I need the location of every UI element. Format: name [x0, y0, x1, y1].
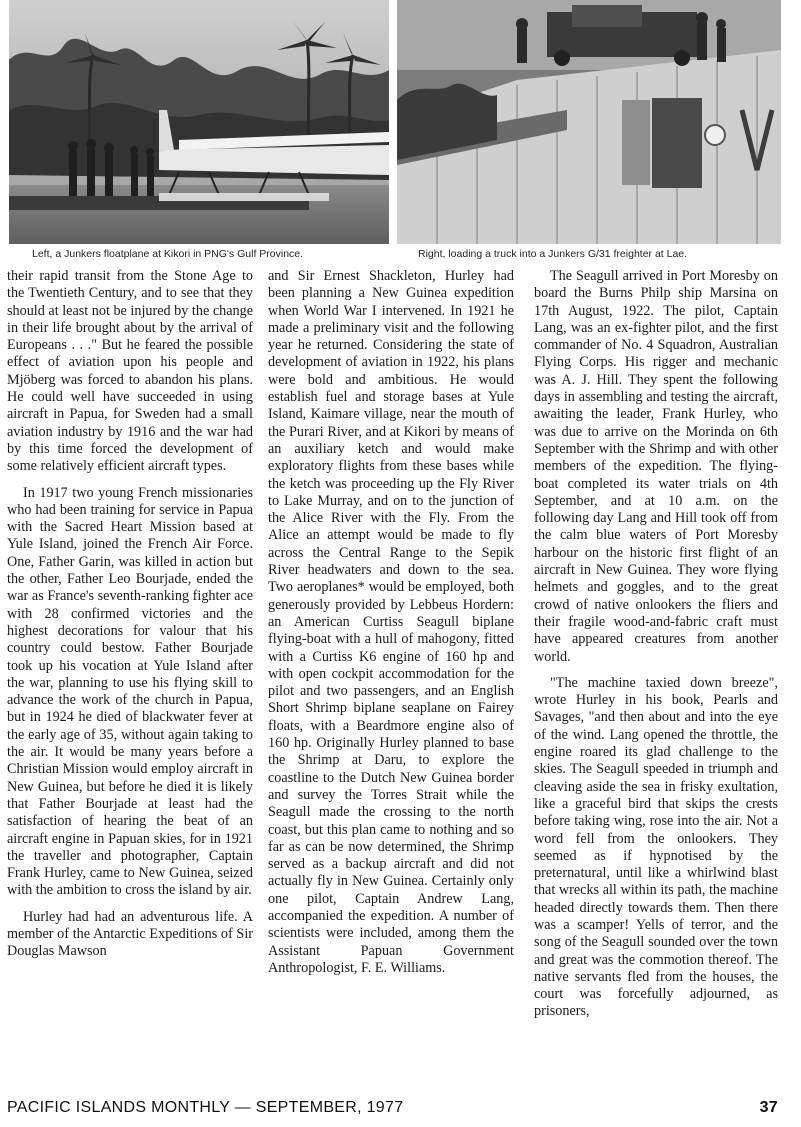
left-photo-caption: Left, a Junkers floatplane at Kikori in PNG's Gulf Province. [32, 248, 304, 260]
page-number: 37 [759, 1099, 778, 1116]
floatplane-photo [9, 0, 389, 244]
right-photo-caption: Right, loading a truck into a Junkers G/31 freighter at Lae. [418, 248, 688, 260]
freighter-photo [397, 0, 781, 244]
paragraph: and Sir Ernest Shackleton, Hurley had been planning a New Guinea expedition when World War I intervened. In 1921 he made a preliminary visit and the following year he returned. Considering the state of development of aviation in 1922, his plans were bold and ambitious. He would establish fuel and storage bases at Yule Island, Kaimare village, near the mouth of the Purari River, and at Kikori by means of an auxiliary ketch and would make exploratory flights from these bases while the ketch was proceeding up the Fly River to Lake Murray, and on to the junction of the Alice River with the Fly. From the Alice an attempt would be made to fly across the Central Range to the Sepik River headwaters and down to the sea. Two aeroplanes* would be employed, both generously provided by Lebbeus Hordern: an American Curtiss Seagull biplane flying-boat with a hull of mahogony, fitted with a Curtiss K6 engine of 160 hp and with open cockpit accommodation for the pilot and two passengers, and an English Short Shrimp biplane seaplane on Fairey floats, with a Beardmore engine also of 160 hp. Originally Hurley planned to base the Shrimp at Daru, to explore the coastline to the Dutch New Guinea border and survey the Torres Strait while the Seagull made the crossing to the north coast, but this plan came to nothing and so far as can be now determined, the Shrimp served as a backup aircraft and did not actually fly in New Guinea. Certainly only one pilot, Captain Andrew Lang, accompanied the expedition. A number of scientists were included, among them the Assistant Papuan Government Anthropologist, F. E. Williams. [268, 268, 514, 976]
paragraph: Hurley had had an adventurous life. A member of the Antarctic Expeditions of Sir Douglas Mawson [7, 908, 253, 960]
article-column-3 [534, 268, 778, 1021]
paragraph: their rapid transit from the Stone Age to the Twentieth Century, and to see that they should at least not be injured by the change in their life brought about by the arrival of Europeans . . ." But he feared the possible effect of aviation upon his people and Mjöberg was forced to abandon his plans. He could well have succeeded in using aircraft in Papua, for Sweden had a small aviation industry by 1916 and the war had by this time forced the development of some relatively efficient aircraft types. [7, 268, 253, 475]
article-column-1 [7, 268, 253, 961]
article-column-2 [268, 268, 514, 977]
paragraph: The Seagull arrived in Port Moresby on board the Burns Philp ship Marsina on 17th August, 1922. The pilot, Captain Lang, was an ex-fighter pilot, and the first commander of No. 4 Squadron, Australian Flying Corps. His rigger and mechanic was A. J. Hill. They spent the following days in assembling and testing the aircraft, awaiting the leader, Frank Hurley, who was due to arrive on the Morinda on 6th September with the Shrimp and with other members of the expedition. The flying-boat completed its water trials on 4th September, and at 10 a.m. on the following day Lang and Hill took off from the calm blue waters of Port Moresby harbour on the historic first flight of an aircraft in New Guinea. They wore flying helmets and goggles, and to the great crowd of native onlookers the fliers and their fragile wood-and-fabric craft must have appeared creatures from another world. [534, 268, 778, 665]
page-footer [7, 1099, 778, 1117]
paragraph: "The machine taxied down breeze", wrote Hurley in his book, Pearls and Savages, "and then about and into the eye of the wind. Lang opened the throttle, the engine roared its glad challenge to the skies. The Seagull speeded in triumph and cleaving aside the sea in frisky exultation, like a graceful bird that skips the crests before taking wing, rose into the air. Not a word fell from the onlookers. They seemed as if hypnotised by the preternatural, until like a whirlwind blast that wrecks all within its path, the machine headed directly towards them. Then there was a scamper! Yells of terror, and the song of the Seagull sounded over the town and great was the commotion thereof. The native servants fled from the houses, the court was forcefully adjourned, as prisoners, [534, 674, 778, 1020]
paragraph: In 1917 two young French missionaries who had been training for service in Papua with the Sacred Heart Mission based at Yule Island, joined the French Air Force. One, Father Garin, was killed in action but the other, Father Leo Bourjade, ended the war as France's seventh-ranking fighter ace with 28 confirmed victories and the highest decorations for valour that his country could bestow. Father Bourjade took up his vocation at Yule Island after the war, planning to use his flying skill to advance the work of the church in Papua, but in 1924 he died of blackwater fever at the early age of 35, without again taking to the air. It would be many years before a Christian Mission would employ aircraft in New Guinea, but before he died it is likely that Father Bourjade at least had the satisfaction of hearing the beat of an aircraft engine in Papuan skies, for in 1921 the traveller and photographer, Captain Frank Hurley, came to New Guinea, seized with the ambition to cross the island by air. [7, 484, 253, 899]
publication-name: PACIFIC ISLANDS MONTHLY — SEPTEMBER, 1977 [7, 1099, 404, 1116]
